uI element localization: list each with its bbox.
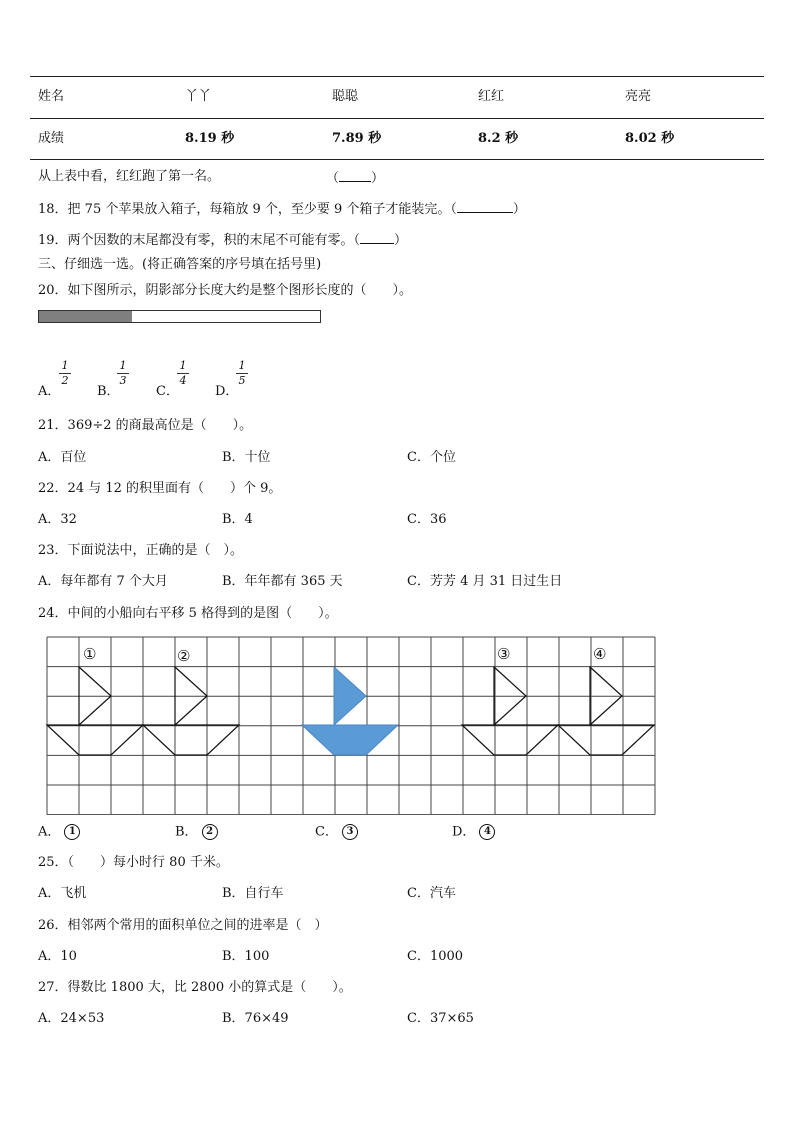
boat-grid-figure: [45, 635, 657, 815]
question-22-option-c[interactable]: C．36: [407, 512, 447, 527]
table-header-congcong: 聪聪: [332, 89, 359, 104]
question-22-text: 22．24 与 12 的积里面有（ ）个 9。: [38, 481, 282, 496]
question-20-fraction-c: 1 4: [177, 360, 189, 387]
question-27-option-b[interactable]: B．76×49: [222, 1011, 289, 1026]
question-19-text: 19．两个因数的末尾都没有零，积的末尾不可能有零。（: [38, 233, 361, 248]
question-27-option-c[interactable]: C．37×65: [407, 1011, 474, 1026]
table-middle-line: [30, 118, 764, 119]
table-header-yaya: 丫丫: [185, 89, 212, 104]
table-row-label: 成绩: [38, 131, 65, 146]
question-21-text: 21．369÷2 的商最高位是（ ）。: [38, 418, 253, 433]
question-23-option-c[interactable]: C．芳芳 4 月 31 日过生日: [407, 574, 563, 589]
question-25-option-a[interactable]: A．飞机: [38, 886, 87, 901]
question-20-fraction-a: 1 2: [59, 360, 71, 387]
question-23-text: 23．下面说法中，正确的是（ ）。: [38, 543, 244, 558]
question-20-option-b[interactable]: B．: [97, 384, 120, 399]
boat-middle: [302, 667, 398, 755]
question-17-answer-blank[interactable]: （ ）: [326, 171, 385, 186]
table-header-honghong: 红红: [478, 89, 505, 104]
table-score-yaya: 8.19 秒: [185, 131, 235, 146]
boat-4-label: ④: [593, 645, 607, 663]
question-21-option-b[interactable]: B．十位: [222, 450, 271, 465]
question-26-text: 26．相邻两个常用的面积单位之间的进率是（ ）: [38, 918, 328, 933]
question-26-option-c[interactable]: C．1000: [407, 949, 464, 964]
table-top-line: [30, 76, 764, 77]
question-20-fraction-b: 1 3: [117, 360, 129, 387]
boat-4: [558, 667, 654, 755]
question-24-option-d[interactable]: D． 4: [452, 824, 495, 841]
table-score-honghong: 8.2 秒: [478, 131, 519, 146]
boat-2-label: ②: [177, 647, 191, 665]
question-20-bar-shaded: [39, 311, 132, 322]
question-27-text: 27．得数比 1800 大，比 2800 小的算式是（ ）。: [38, 980, 352, 995]
table-score-congcong: 7.89 秒: [332, 131, 382, 146]
question-23-option-b[interactable]: B．年年都有 365 天: [222, 574, 343, 589]
question-24-option-a[interactable]: A． 1: [38, 824, 80, 841]
question-24-option-b[interactable]: B． 2: [175, 824, 218, 841]
table-score-liangliang: 8.02 秒: [625, 131, 675, 146]
boat-2: [143, 667, 239, 755]
question-21-option-c[interactable]: C．个位: [407, 450, 456, 465]
boat-1-label: ①: [83, 645, 97, 663]
question-24-text: 24．中间的小船向右平移 5 格得到的是图（ ）。: [38, 606, 338, 621]
question-20-bar: [38, 310, 321, 323]
question-21-option-a[interactable]: A．百位: [38, 450, 87, 465]
boat-1: [47, 667, 143, 755]
table-bottom-line: [30, 159, 764, 160]
table-header-name: 姓名: [38, 89, 65, 104]
question-19-answer-blank[interactable]: [360, 231, 394, 244]
question-26-option-b[interactable]: B．100: [222, 949, 270, 964]
question-26-option-a[interactable]: A．10: [38, 949, 77, 964]
question-22-option-a[interactable]: A．32: [38, 512, 77, 527]
question-23-option-a[interactable]: A．每年都有 7 个大月: [38, 574, 168, 589]
question-20-option-d[interactable]: D．: [215, 384, 239, 399]
question-24-option-c[interactable]: C． 3: [315, 824, 358, 841]
question-27-option-a[interactable]: A．24×53: [38, 1011, 105, 1026]
question-17-text: 从上表中看，红红跑了第一名。: [38, 169, 221, 184]
question-20-text: 20．如下图所示，阴影部分长度大约是整个图形长度的（ ）。: [38, 283, 413, 298]
question-20-option-a[interactable]: A．: [38, 384, 61, 399]
boat-3-label: ③: [497, 645, 511, 663]
question-17: [38, 169, 220, 185]
question-20-option-c[interactable]: C．: [156, 384, 179, 399]
question-25-option-c[interactable]: C．汽车: [407, 886, 456, 901]
table-header-liangliang: 亮亮: [625, 89, 652, 104]
boat-3: [462, 667, 558, 755]
section-3-heading: 三、仔细选一选。(将正确答案的序号填在括号里): [38, 257, 322, 272]
question-25-text: 25．（ ）每小时行 80 千米。: [38, 855, 229, 870]
question-19: 19．两个因数的末尾都没有零，积的末尾不可能有零。（ ）: [38, 233, 408, 248]
question-18-text: 18．把 75 个苹果放入箱子，每箱放 9 个，至少要 9 个箱子才能装完。（: [38, 202, 457, 217]
question-22-option-b[interactable]: B．4: [222, 512, 253, 527]
question-18: 18．把 75 个苹果放入箱子，每箱放 9 个，至少要 9 个箱子才能装完。（ ）: [38, 202, 526, 217]
question-25-option-b[interactable]: B．自行车: [222, 886, 284, 901]
question-20-fraction-d: 1 5: [236, 360, 248, 387]
question-18-answer-blank[interactable]: [457, 200, 513, 213]
